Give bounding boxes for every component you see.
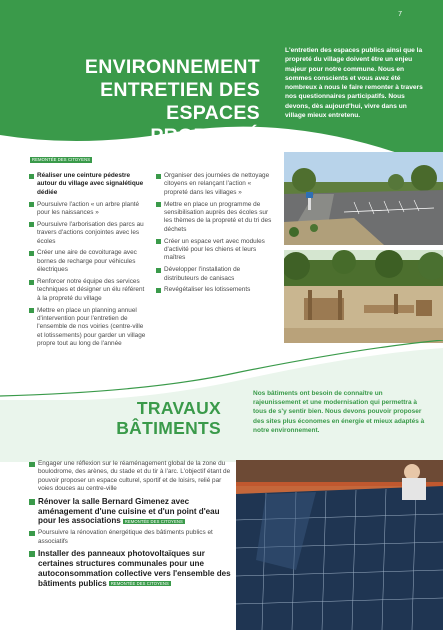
parking-photo (284, 152, 443, 245)
bullet-square-icon (156, 202, 161, 207)
bullet-square-icon (156, 174, 161, 179)
title-line: TRAVAUX (136, 398, 221, 418)
bullet-square-icon (29, 222, 34, 227)
bullet-square-icon (29, 462, 35, 468)
list-item (29, 549, 231, 588)
list-item (29, 278, 146, 303)
list-item (29, 249, 146, 274)
bullet-square-icon (29, 174, 34, 179)
environnement-list-left (29, 172, 146, 352)
citizen-feedback-badge: REMONTÉE DES CITOYENS (32, 157, 91, 162)
bullet-square-icon (29, 251, 34, 256)
title-line: PROPRETÉ (150, 125, 260, 147)
list-item-text: Mettre en place un programme de sensibilisation auprès des écoles sur les thèmes de la propreté et du tri des déchets (164, 200, 272, 233)
bullet-square-icon (156, 288, 161, 293)
list-item-text: Développer l'installation de distributeurs de canisacs (164, 266, 241, 282)
bullet-square-icon (29, 499, 35, 505)
list-item-text: Renforcer notre équipe des services techniques et désigner un élu référent à la propreté du village (37, 278, 145, 302)
list-item-text: Réaliser une ceinture pédestre autour du village avec signalétique dédiée (37, 172, 144, 196)
list-item-text: Mettre en place un planning annuel d'intervention pour l'entretien de l'ensemble de nos voiries (centre-ville et lotissements) pour garder un village propre tout au long de l'année (37, 306, 146, 348)
bullet-square-icon (29, 531, 35, 537)
list-item (156, 201, 273, 235)
playground-photo (284, 250, 443, 343)
bullet-square-icon (29, 551, 35, 557)
solar-panels-photo (236, 460, 443, 630)
bullet-square-icon (156, 239, 161, 244)
environnement-title (20, 56, 260, 148)
list-item-text: Revégétaliser les lotissements (164, 286, 251, 294)
list-item (29, 221, 146, 246)
list-item (29, 460, 231, 494)
environnement-list-right (156, 172, 273, 298)
list-item-text: Créer une aire de covoiturage avec bornes de recharge pour véhicules électriques (37, 249, 137, 274)
list-item (29, 172, 146, 197)
title-line: BÂTIMENTS (116, 418, 221, 438)
list-item-text: Poursuivre la rénovation énergétique des bâtiments publics et associatifs (38, 529, 213, 545)
list-item-text: Rénover la salle Bernard Gimenez avec aménagement d'une cuisine et d'un point d'eau pour les associations (38, 496, 220, 526)
title-line: ENVIRONNEMENT (84, 56, 260, 78)
page-number: 7 (398, 11, 402, 18)
citizen-feedback-badge: REMONTÉE DES CITOYENS (110, 580, 169, 586)
list-item-text: Poursuivre l'arborisation des parcs au travers d'actions conjointes avec les écoles (37, 220, 144, 245)
list-item (29, 529, 231, 546)
travaux-title (100, 398, 221, 438)
list-item-text: Engager une réflexion sur le réaménagement global de la zone du boulodrome, des arènes, du stade et du tir à l'arc. L'objectif étant de pouvoir proposer un espace culturel, sportif et de loisirs, relié par voies douces au centre-ville (38, 460, 231, 493)
list-item-text: Créer un espace vert avec modules d'activité pour les chiens et leurs maîtres (164, 237, 265, 262)
list-item-text: Organiser des journées de nettoyage citoyens en relançant l'action « propreté dans les villages » (164, 172, 270, 196)
list-item (156, 172, 273, 197)
environnement-intro: L'entretien des espaces publics ainsi que la propreté du village doivent être un enjeu majeur pour notre commune. Nous en sommes conscients et vous avez été nombreux à nous le faire remonter à travers nos questionnaires participatifs. Nous devons, dès aujourd'hui, vivre dans un village mieux entretenu. (285, 47, 423, 120)
list-item (29, 201, 146, 218)
list-item (156, 238, 273, 263)
title-line: ENTRETIEN DES ESPACES (100, 79, 260, 124)
list-item (156, 266, 273, 283)
list-item (156, 286, 273, 294)
list-item-text: Installer des panneaux photovoltaïques sur certaines structures communales pour une autoconsommation collective vers l'ensemble des bâtiments publics (38, 549, 231, 588)
travaux-list (29, 460, 231, 592)
bullet-square-icon (156, 268, 161, 273)
bullet-square-icon (29, 308, 34, 313)
bullet-square-icon (29, 202, 34, 207)
citizen-feedback-badge: REMONTÉE DES CITOYENS (124, 518, 183, 524)
list-item (29, 497, 231, 526)
travaux-intro: Nos bâtiments ont besoin de connaître un rajeunissement et une modernisation qui permettra à tous de s'y sentir bien. Nous devons pouvoir proposer des sites plus économes en énergie et mieux adaptés à notre environnement. (253, 390, 425, 434)
list-item-text: Poursuivre l'action « un arbre planté pour les naissances » (37, 200, 140, 217)
bullet-square-icon (29, 280, 34, 285)
